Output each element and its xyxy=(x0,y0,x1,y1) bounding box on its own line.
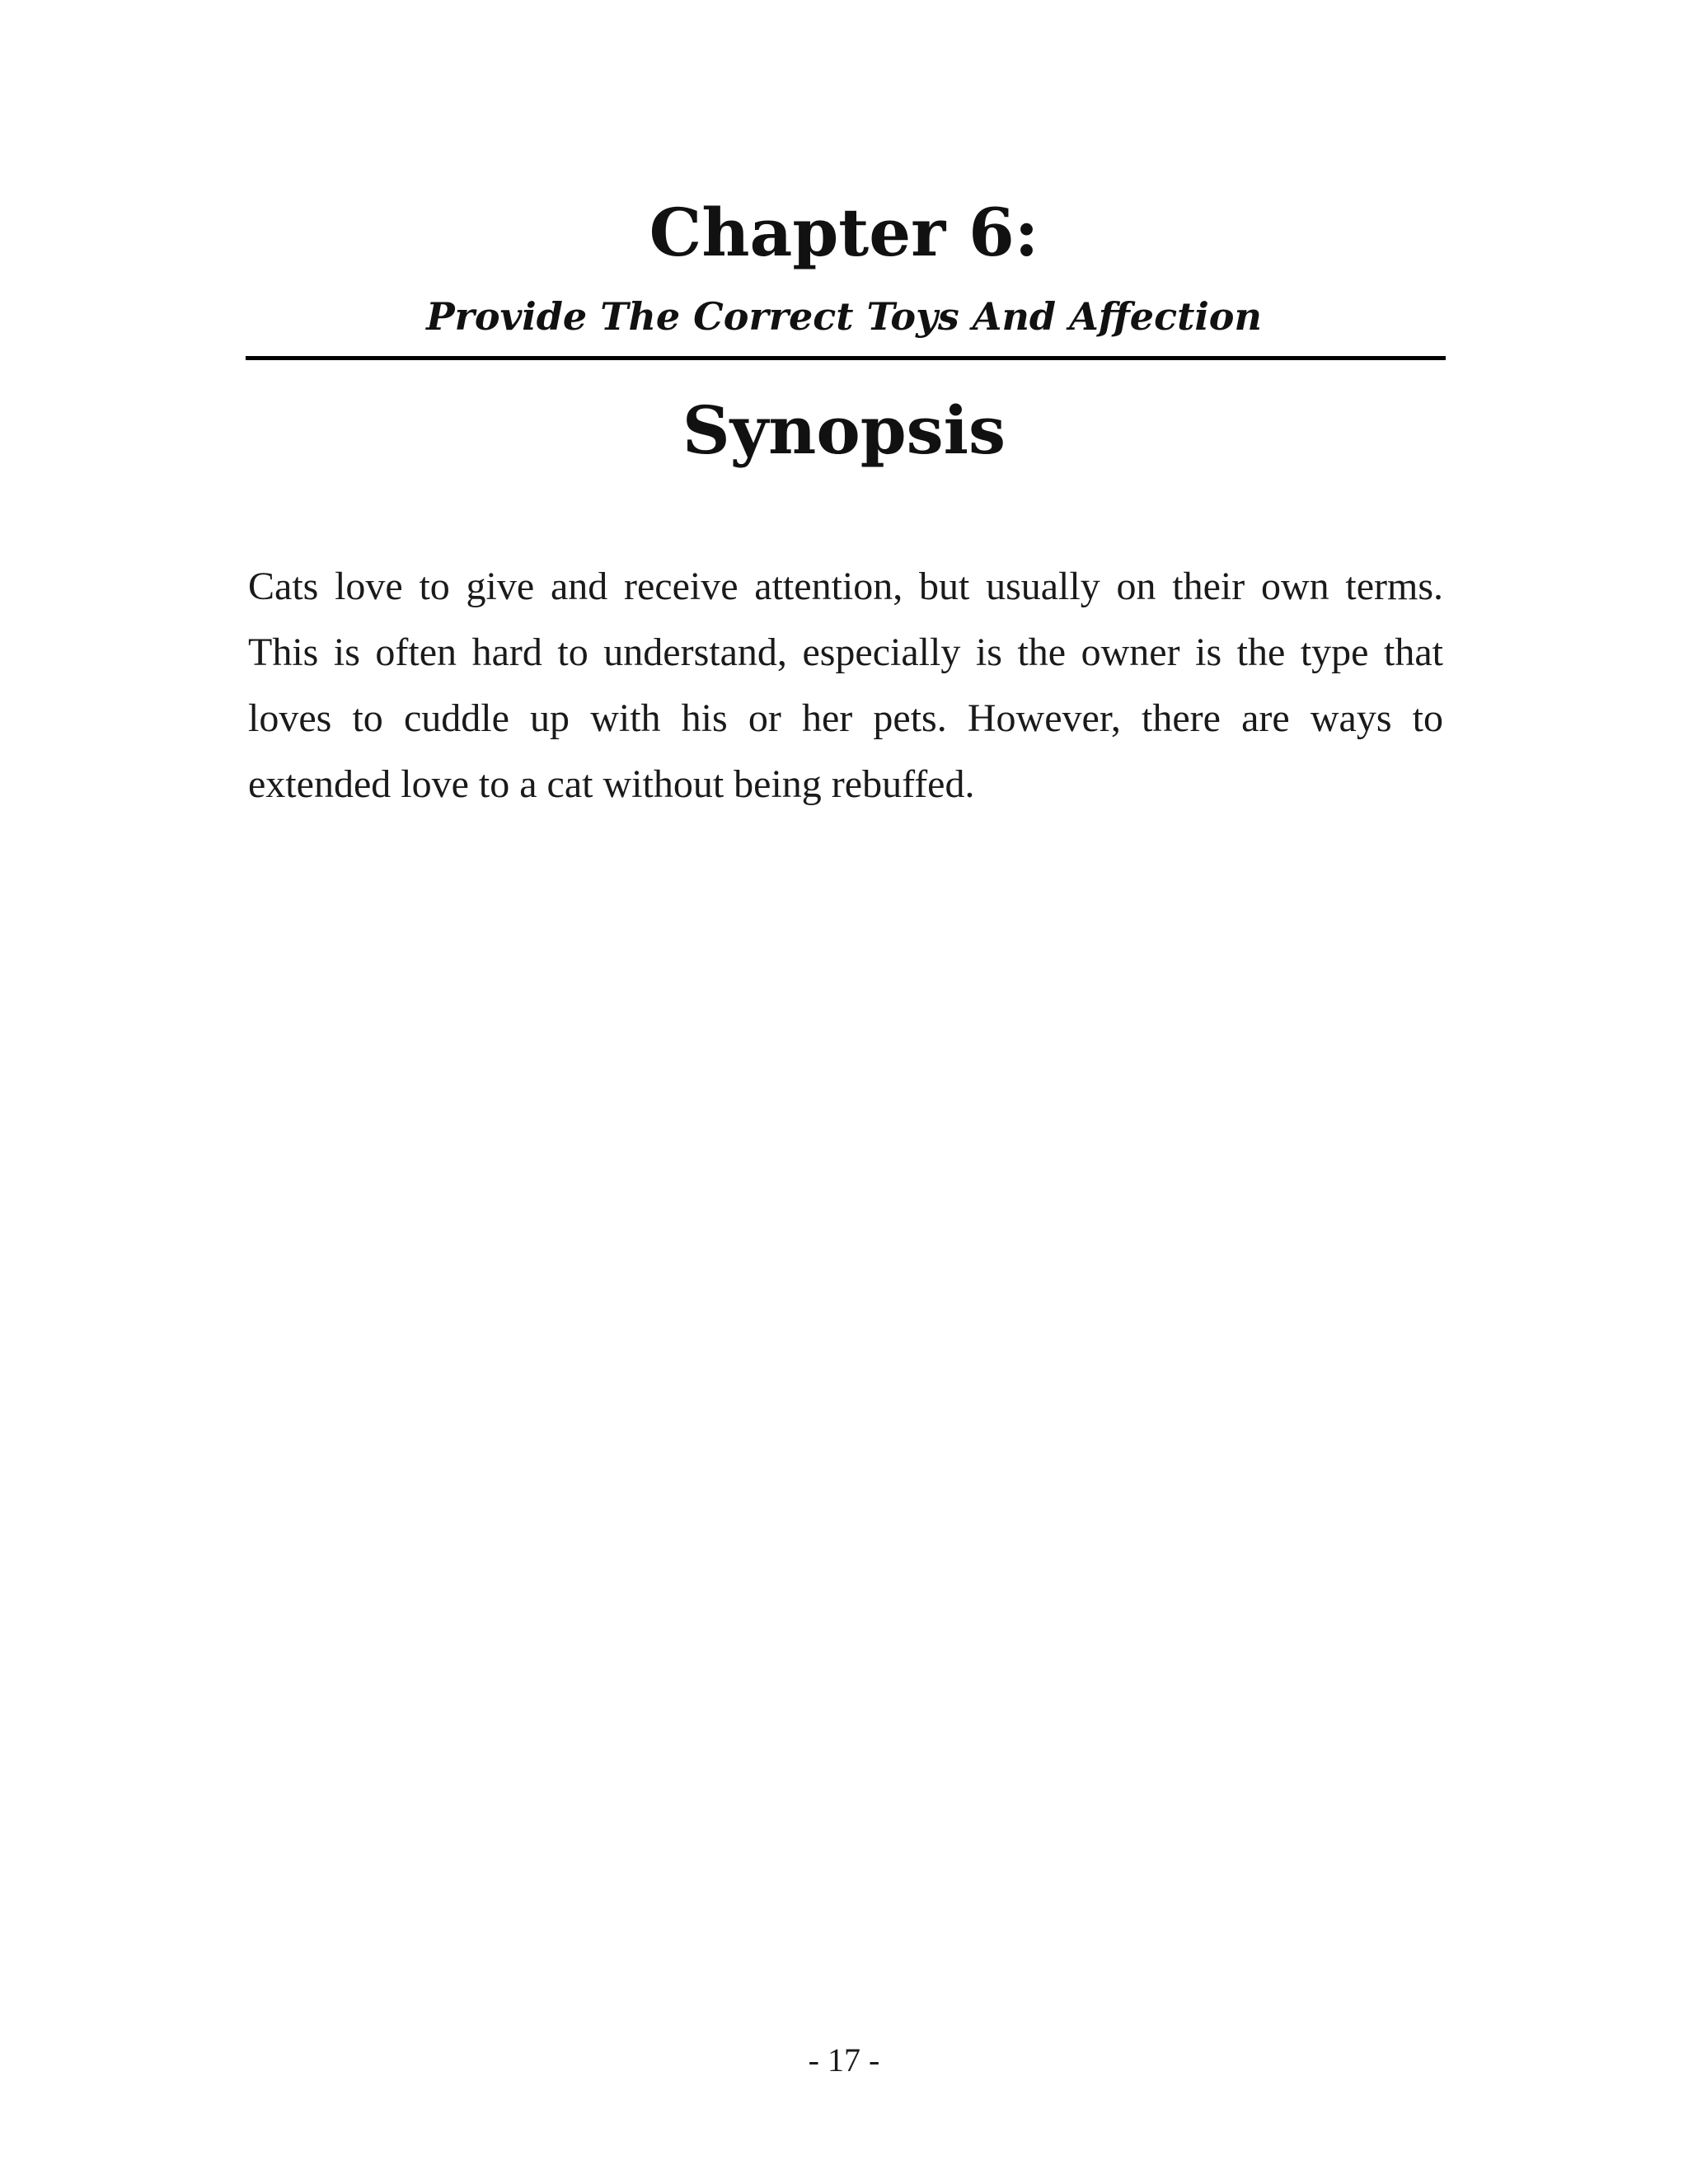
chapter-subtitle: Provide The Correct Toys And Affection xyxy=(426,294,1262,339)
synopsis-paragraph: Cats love to give and receive attention, but usually on their own terms. This is often hard to understand, especially is the owner is the type that loves to cuddle up with his or her pets. However, there are ways to extended love to a cat without being rebuffed. xyxy=(248,565,1443,806)
chapter-title: Chapter 6: xyxy=(649,194,1039,271)
page-number: - 17 - xyxy=(808,2041,880,2079)
chapter-divider-rule xyxy=(246,356,1446,360)
section-title: Synopsis xyxy=(682,391,1006,469)
